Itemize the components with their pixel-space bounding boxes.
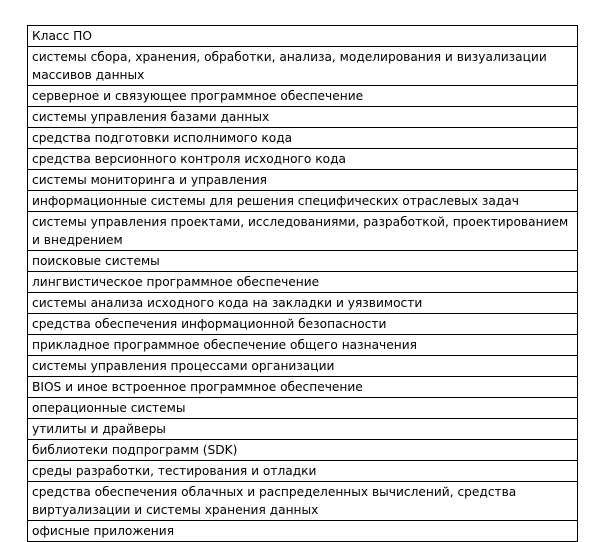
table-cell: системы управления базами данных (28, 107, 578, 128)
software-class-table-container (27, 25, 578, 542)
table-row (28, 398, 578, 419)
table-row (28, 272, 578, 293)
table-row (28, 377, 578, 398)
table-row (28, 128, 578, 149)
table-row (28, 170, 578, 191)
table-cell: системы анализа исходного кода на закладки и уязвимости (28, 293, 578, 314)
table-cell: среды разработки, тестирования и отладки (28, 461, 578, 482)
table-cell: системы сбора, хранения, обработки, анализа, моделирования и визуализации массивов данных (28, 47, 578, 86)
table-cell: средства подготовки исполнимого кода (28, 128, 578, 149)
table-cell: поисковые системы (28, 251, 578, 272)
table-header-cell: Класс ПО (28, 26, 578, 47)
table-row (28, 419, 578, 440)
table-row (28, 212, 578, 251)
table-cell: информационные системы для решения специфических отраслевых задач (28, 191, 578, 212)
table-row (28, 461, 578, 482)
table-cell: офисные приложения (28, 521, 578, 542)
table-row (28, 482, 578, 521)
table-cell: системы мониторинга и управления (28, 170, 578, 191)
software-class-table (27, 25, 578, 542)
table-row (28, 86, 578, 107)
table-row (28, 149, 578, 170)
table-row (28, 335, 578, 356)
table-cell: системы управления проектами, исследованиями, разработкой, проектированием и внедрением (28, 212, 578, 251)
table-row (28, 47, 578, 86)
table-row (28, 293, 578, 314)
table-cell: библиотеки подпрограмм (SDK) (28, 440, 578, 461)
table-row (28, 521, 578, 542)
table-cell: системы управления процессами организации (28, 356, 578, 377)
table-row (28, 191, 578, 212)
table-row (28, 251, 578, 272)
table-row (28, 356, 578, 377)
table-cell: BIOS и иное встроенное программное обеспечение (28, 377, 578, 398)
table-cell: средства версионного контроля исходного кода (28, 149, 578, 170)
table-row (28, 314, 578, 335)
table-cell: лингвистическое программное обеспечение (28, 272, 578, 293)
table-cell: утилиты и драйверы (28, 419, 578, 440)
table-cell: прикладное программное обеспечение общего назначения (28, 335, 578, 356)
table-cell: средства обеспечения информационной безопасности (28, 314, 578, 335)
table-header-row (28, 26, 578, 47)
table-cell: операционные системы (28, 398, 578, 419)
table-cell: серверное и связующее программное обеспечение (28, 86, 578, 107)
table-row (28, 107, 578, 128)
table-cell: средства обеспечения облачных и распределенных вычислений, средства виртуализации и системы хранения данных (28, 482, 578, 521)
table-row (28, 440, 578, 461)
